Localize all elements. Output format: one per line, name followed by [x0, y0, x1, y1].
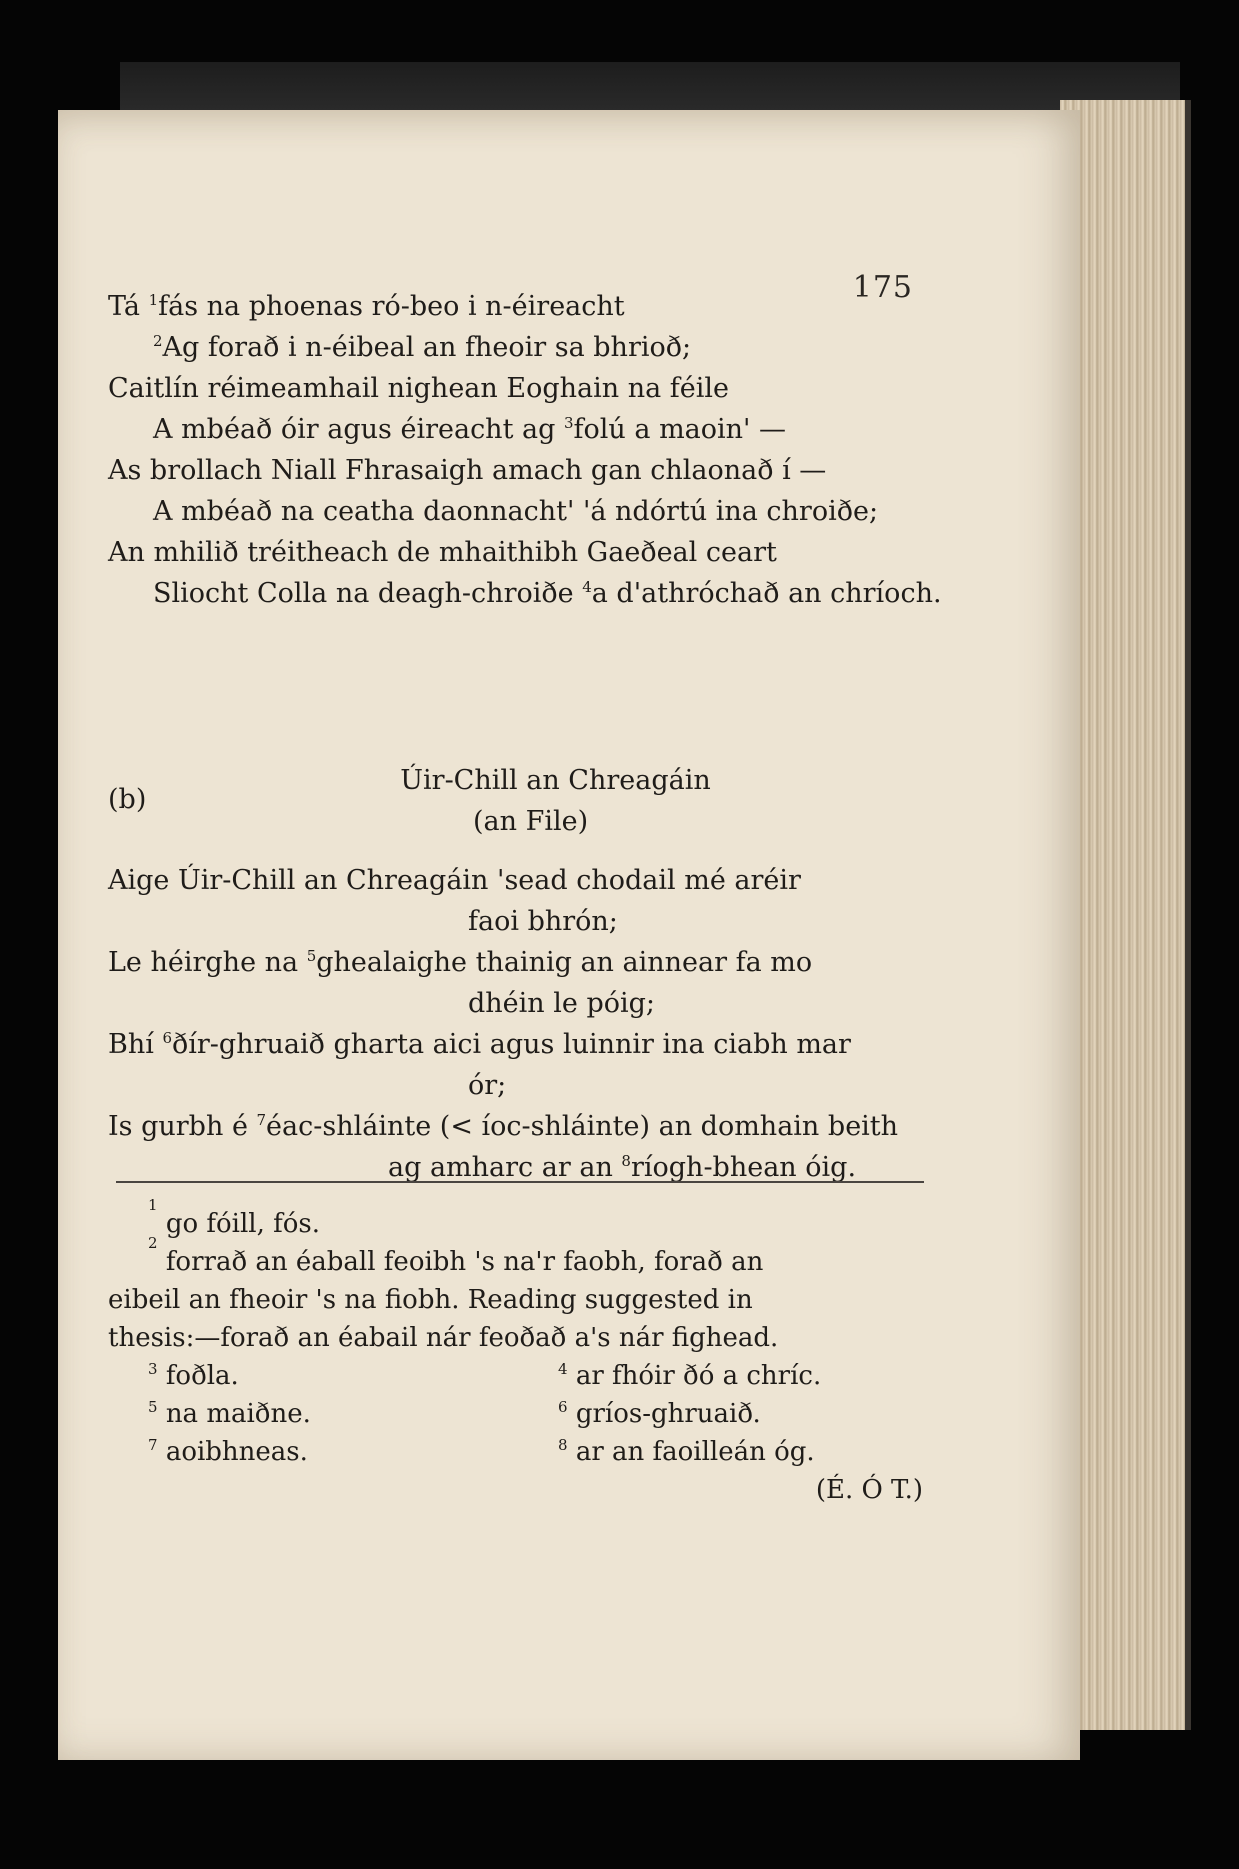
- page-number: 175: [852, 270, 913, 305]
- signature-row: [108, 1471, 923, 1509]
- poem-b-line-4-wrap: ag amharc ar an $^8$ríogh-bhean óig.: [388, 1152, 857, 1183]
- signature: (É. Ó T.): [815, 1475, 923, 1505]
- poem-a-line-2: $^2$Ag forað i n-éibeal an fheoir sa bhrioð;: [153, 332, 692, 363]
- poem-a-line-6: A mbéað na ceatha daonnacht' 'á ndórtú ina chroiðe;: [153, 496, 879, 527]
- poem-a-line-4: A mbéað óir agus éireacht ag $^3$folú a maoin' —: [153, 414, 787, 445]
- footnote-2-cont: eibeil an fheoir 's na fiobh. Reading suggested in: [108, 1285, 753, 1315]
- poem-b-line-2: Le héirghe na $^5$ghealaighe thainig an ainnear fa mo: [108, 947, 813, 978]
- section-label: (b): [108, 784, 147, 815]
- poem-b-heading: [108, 760, 923, 842]
- footnote-row-5-6: [108, 1395, 923, 1433]
- poem-a-line-7: An mhilið tréitheach de mhaithibh Gaeðeal ceart: [108, 537, 777, 568]
- poem-b-subtitle-row: [108, 784, 923, 842]
- poem-a-line-1: Tá $^1$fás na phoenas ró-beo i n-éireacht: [108, 291, 625, 322]
- poem-a: [108, 286, 942, 614]
- poem-a-line-8: Sliocht Colla na deagh-chroiðe $^4$a d'athróchað an chríoch.: [153, 578, 942, 609]
- poem-b-line-4: Is gurbh é $^7$éac-shláinte (< íoc-shláinte) an domhain beith: [108, 1111, 899, 1142]
- footnote-5: $^5$ na maiðne.: [148, 1398, 311, 1429]
- poem-b-title: Úir-Chill an Chreagáin: [400, 765, 711, 796]
- poem-b-subtitle: (an File): [473, 806, 589, 837]
- footnote-row-7-8: [108, 1433, 923, 1471]
- footnote-4: $^4$ ar fhóir ðó a chríc.: [558, 1360, 822, 1391]
- poem-b-line-2-wrap: dhéin le póig;: [468, 988, 656, 1019]
- footnote-1: 1 go fóill, fós.: [148, 1196, 321, 1239]
- footnote-6: $^6$ gríos-ghruaið.: [558, 1398, 761, 1429]
- poem-a-line-3: Caitlín réimeamhail nighean Eoghain na féile: [108, 373, 729, 404]
- book-page: [58, 110, 1080, 1760]
- poem-b: [108, 860, 923, 1188]
- poem-b-line-3-wrap: ór;: [468, 1070, 507, 1101]
- poem-b-line-1-wrap: faoi bhrón;: [468, 906, 618, 937]
- poem-a-line-5: As brollach Niall Fhrasaigh amach gan chlaonað í —: [108, 455, 827, 486]
- poem-b-line-3: Bhí $^6$ðír-ghruaið gharta aici agus luinnir ina ciabh mar: [108, 1029, 851, 1060]
- poem-b-line-1: Aige Úir-Chill an Chreagáin 'sead chodail mé aréir: [108, 865, 801, 896]
- footnote-row-3-4: [108, 1357, 923, 1395]
- footnote-8: $^8$ ar an faoilleán óg.: [558, 1436, 815, 1467]
- footnote-7: $^7$ aoibhneas.: [148, 1436, 308, 1467]
- footnote-divider: [116, 1181, 924, 1183]
- footnote-3: $^3$ foðla.: [148, 1360, 239, 1391]
- footnote-2: 2 forrað an éaball feoibh 's na'r faobh, forað an: [148, 1234, 764, 1277]
- footnote-2-cont2: thesis:—forað an éabail nár feoðað a's nár fighead.: [108, 1323, 779, 1353]
- footnotes: [108, 1196, 923, 1509]
